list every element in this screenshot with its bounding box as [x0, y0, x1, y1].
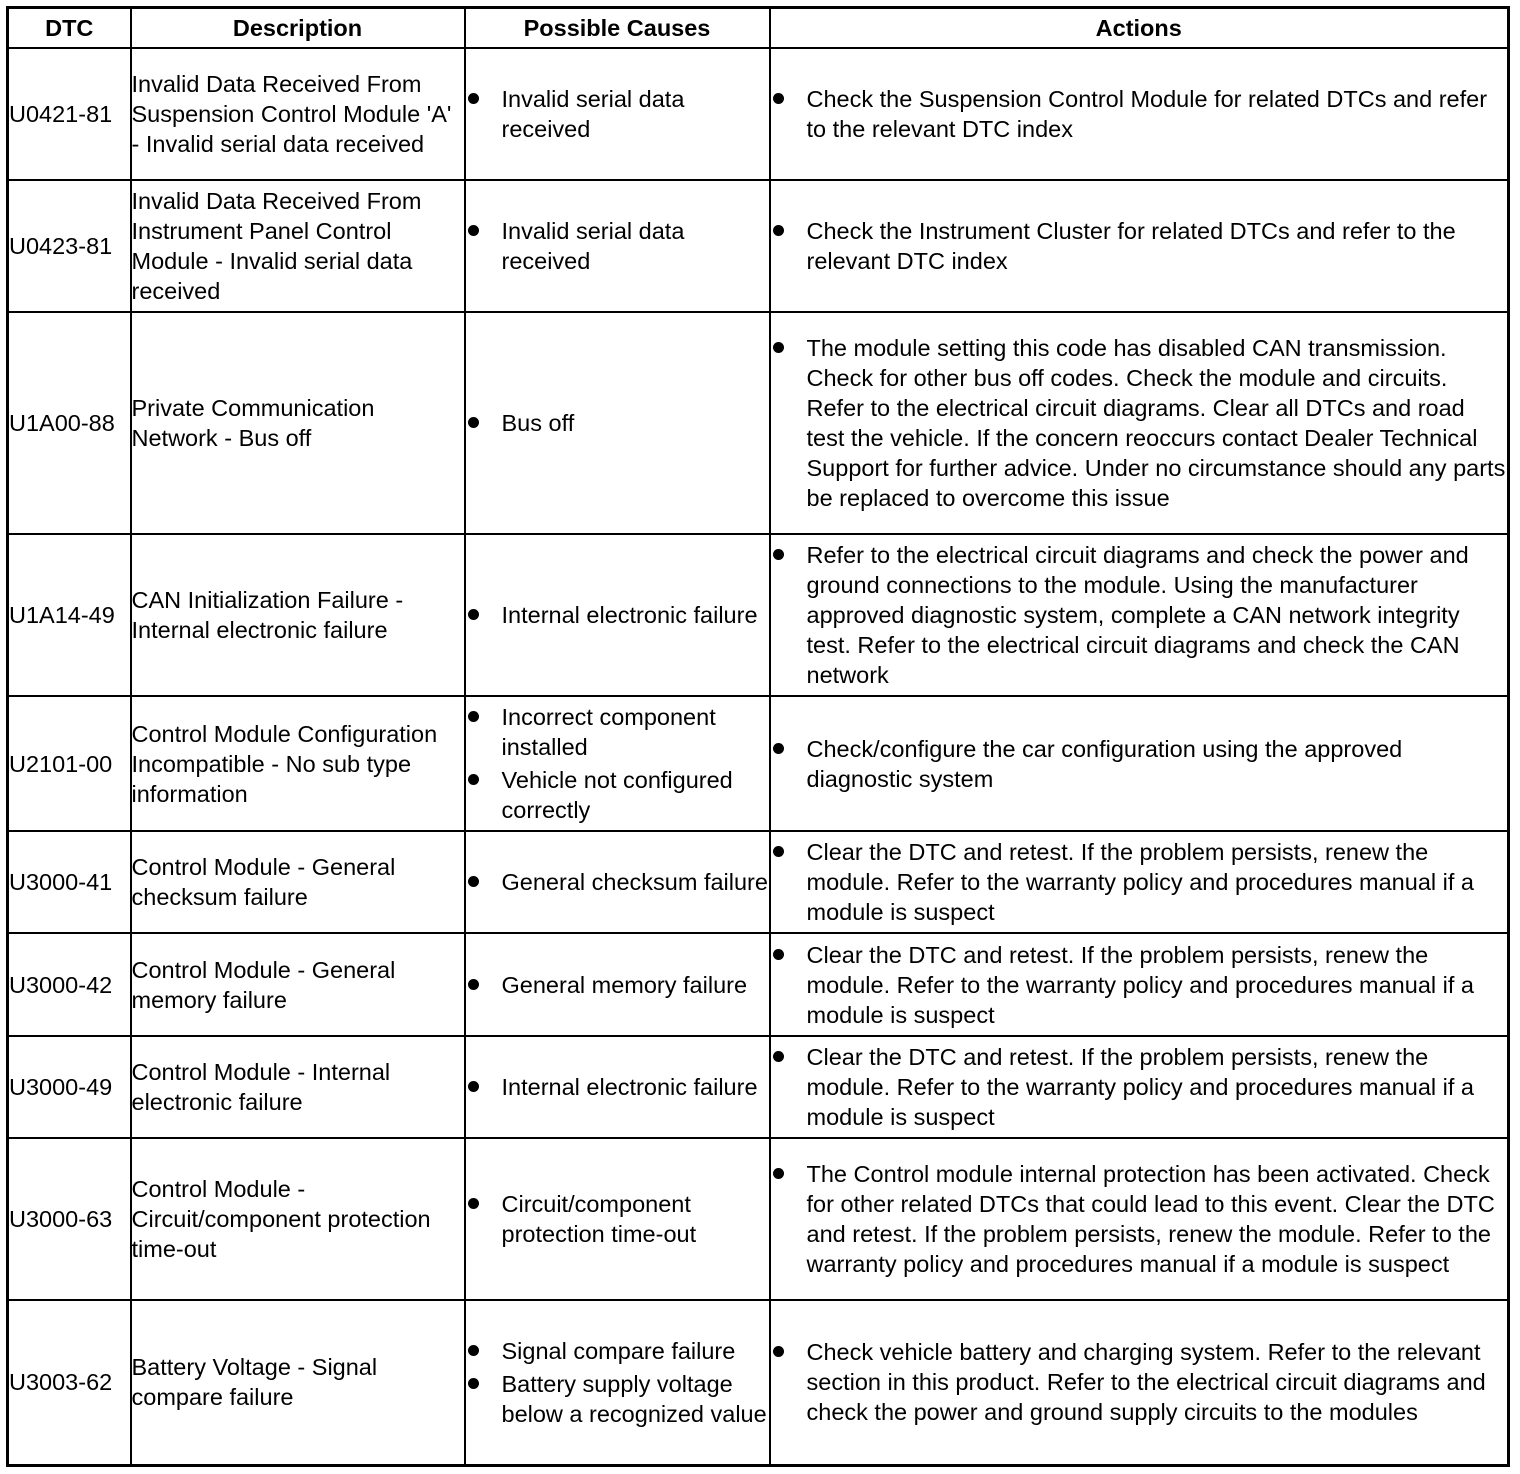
- cause-text: Bus off: [501, 410, 575, 436]
- actions: [770, 48, 1509, 180]
- cause-item: [466, 1072, 769, 1102]
- cause-item: [466, 1369, 769, 1429]
- dtc-code: U1A14-49: [8, 534, 131, 696]
- bullet-icon: [773, 846, 784, 857]
- actions: [770, 933, 1509, 1036]
- action-item: [771, 1159, 1508, 1279]
- bullet-icon: [773, 342, 784, 353]
- action-item: [771, 540, 1508, 690]
- bullet-icon: [773, 1346, 784, 1357]
- table-row: [8, 1138, 1509, 1300]
- cause-item: [466, 600, 769, 630]
- action-item: [771, 940, 1508, 1030]
- table-row: [8, 180, 1509, 312]
- cause-text: General checksum failure: [501, 869, 768, 895]
- action-item: [771, 216, 1508, 276]
- bullet-icon: [773, 1051, 784, 1062]
- cause-item: [466, 765, 769, 825]
- possible-causes: [465, 534, 770, 696]
- cause-text: Invalid serial data received: [501, 86, 685, 142]
- cause-text: Vehicle not configured correctly: [501, 767, 733, 823]
- cause-item: [466, 702, 769, 762]
- possible-causes: [465, 1300, 770, 1465]
- action-item: [771, 734, 1508, 794]
- actions: [770, 831, 1509, 933]
- dtc-code: U3000-41: [8, 831, 131, 933]
- bullet-icon: [773, 549, 784, 560]
- bullet-icon: [773, 93, 784, 104]
- cause-item: [466, 216, 769, 276]
- cause-item: [466, 408, 769, 438]
- action-item: [771, 333, 1508, 513]
- action-text: Check vehicle battery and charging system. Refer to the relevant section in this product. Refer to the electrical circuit diagrams and check the power and ground supply circuits to the modules: [806, 1339, 1486, 1426]
- action-text: Check/configure the car configuration using the approved diagnostic system: [806, 735, 1403, 792]
- table-row: [8, 48, 1509, 180]
- actions: [770, 180, 1509, 312]
- bullet-icon: [773, 225, 784, 236]
- action-item: [771, 1042, 1508, 1132]
- dtc-table: [6, 6, 1510, 1467]
- action-item: [771, 84, 1508, 144]
- table-row: [8, 1300, 1509, 1465]
- cause-item: [466, 867, 769, 897]
- bullet-icon: [468, 774, 479, 785]
- action-item: [771, 1337, 1508, 1427]
- cause-text: General memory failure: [501, 971, 748, 998]
- cause-item: [466, 970, 769, 1000]
- header-actions: Actions: [770, 8, 1509, 49]
- action-text: Clear the DTC and retest. If the problem persists, renew the module. Refer to the warranty policy and procedures manual if a module is suspect: [806, 1044, 1474, 1130]
- cause-item: [466, 84, 769, 144]
- actions: [770, 1036, 1509, 1138]
- dtc-code: U3000-63: [8, 1138, 131, 1300]
- possible-causes: [465, 312, 770, 534]
- table-row: [8, 312, 1509, 534]
- cause-text: Battery supply voltage below a recognized value: [501, 1370, 767, 1427]
- actions: [770, 1138, 1509, 1300]
- cause-text: Internal electronic failure: [501, 602, 758, 628]
- dtc-code: U0421-81: [8, 48, 131, 180]
- possible-causes: [465, 48, 770, 180]
- bullet-icon: [773, 743, 784, 754]
- bullet-icon: [468, 1198, 479, 1209]
- table-row: [8, 933, 1509, 1036]
- dtc-description: Control Module - General checksum failure: [131, 831, 465, 933]
- action-item: [771, 837, 1508, 927]
- possible-causes: [465, 831, 770, 933]
- possible-causes: [465, 180, 770, 312]
- dtc-description: Private Communication Network - Bus off: [131, 312, 465, 534]
- actions: [770, 312, 1509, 534]
- dtc-description: Invalid Data Received From Suspension Control Module 'A' - Invalid serial data received: [131, 48, 465, 180]
- possible-causes: [465, 1036, 770, 1138]
- bullet-icon: [468, 979, 479, 990]
- bullet-icon: [468, 93, 479, 104]
- dtc-code: U2101-00: [8, 696, 131, 831]
- dtc-description: Control Module - Internal electronic failure: [131, 1036, 465, 1138]
- action-text: The Control module internal protection has been activated. Check for other related DTCs that could lead to this event. Clear the DTC and retest. If the problem persists, renew the module. Refer to the warranty policy and procedures manual if a module is suspect: [806, 1161, 1495, 1277]
- dtc-code: U3003-62: [8, 1300, 131, 1465]
- dtc-description: Control Module - Circuit/component protection time-out: [131, 1138, 465, 1300]
- possible-causes: [465, 696, 770, 831]
- dtc-description: CAN Initialization Failure - Internal electronic failure: [131, 534, 465, 696]
- header-description: Description: [131, 8, 465, 49]
- actions: [770, 1300, 1509, 1465]
- dtc-code: U1A00-88: [8, 312, 131, 534]
- table-row: [8, 534, 1509, 696]
- action-text: Clear the DTC and retest. If the problem persists, renew the module. Refer to the warranty policy and procedures manual if a module is suspect: [806, 941, 1474, 1028]
- cause-text: Circuit/component protection time-out: [501, 1191, 697, 1247]
- cause-item: [466, 1189, 769, 1249]
- actions: [770, 534, 1509, 696]
- action-text: Refer to the electrical circuit diagrams and check the power and ground connections to the module. Using the manufacturer approved diagnostic system, complete a CAN network integrity test. Refer to the electrical circuit diagrams and check the CAN network: [806, 542, 1469, 688]
- header-possible-causes: Possible Causes: [465, 8, 770, 49]
- possible-causes: [465, 1138, 770, 1300]
- action-text: The module setting this code has disabled CAN transmission. Check for other bus off codes. Check the module and circuits. Refer to the electrical circuit diagrams. Clear all DTCs and road test the vehicle. If the concern reoccurs contact Dealer Technical Support for further advice. Under no circumstance should any parts be replaced to overcome this issue: [806, 335, 1506, 511]
- dtc-description: Control Module Configuration Incompatible - No sub type information: [131, 696, 465, 831]
- dtc-description: Battery Voltage - Signal compare failure: [131, 1300, 465, 1465]
- bullet-icon: [468, 225, 479, 236]
- table-row: [8, 1036, 1509, 1138]
- bullet-icon: [773, 1168, 784, 1179]
- bullet-icon: [468, 876, 479, 887]
- cause-text: Internal electronic failure: [501, 1074, 758, 1100]
- bullet-icon: [468, 417, 479, 428]
- cause-text: Incorrect component installed: [501, 704, 716, 760]
- action-text: Check the Suspension Control Module for related DTCs and refer to the relevant DTC index: [806, 86, 1488, 142]
- table-row: [8, 831, 1509, 933]
- bullet-icon: [468, 609, 479, 620]
- cause-item: [466, 1336, 769, 1366]
- action-text: Check the Instrument Cluster for related DTCs and refer to the relevant DTC index: [806, 218, 1456, 274]
- action-text: Clear the DTC and retest. If the problem persists, renew the module. Refer to the warranty policy and procedures manual if a module is suspect: [806, 839, 1474, 925]
- dtc-description: Control Module - General memory failure: [131, 933, 465, 1036]
- possible-causes: [465, 933, 770, 1036]
- dtc-code: U3000-42: [8, 933, 131, 1036]
- dtc-code: U0423-81: [8, 180, 131, 312]
- header-dtc: DTC: [8, 8, 131, 49]
- table-row: [8, 696, 1509, 831]
- bullet-icon: [468, 1345, 479, 1356]
- bullet-icon: [468, 711, 479, 722]
- bullet-icon: [468, 1081, 479, 1092]
- dtc-code: U3000-49: [8, 1036, 131, 1138]
- header-row: [8, 8, 1509, 49]
- cause-text: Invalid serial data received: [501, 218, 685, 274]
- actions: [770, 696, 1509, 831]
- dtc-description: Invalid Data Received From Instrument Panel Control Module - Invalid serial data received: [131, 180, 465, 312]
- bullet-icon: [773, 949, 784, 960]
- bullet-icon: [468, 1378, 479, 1389]
- cause-text: Signal compare failure: [501, 1337, 736, 1364]
